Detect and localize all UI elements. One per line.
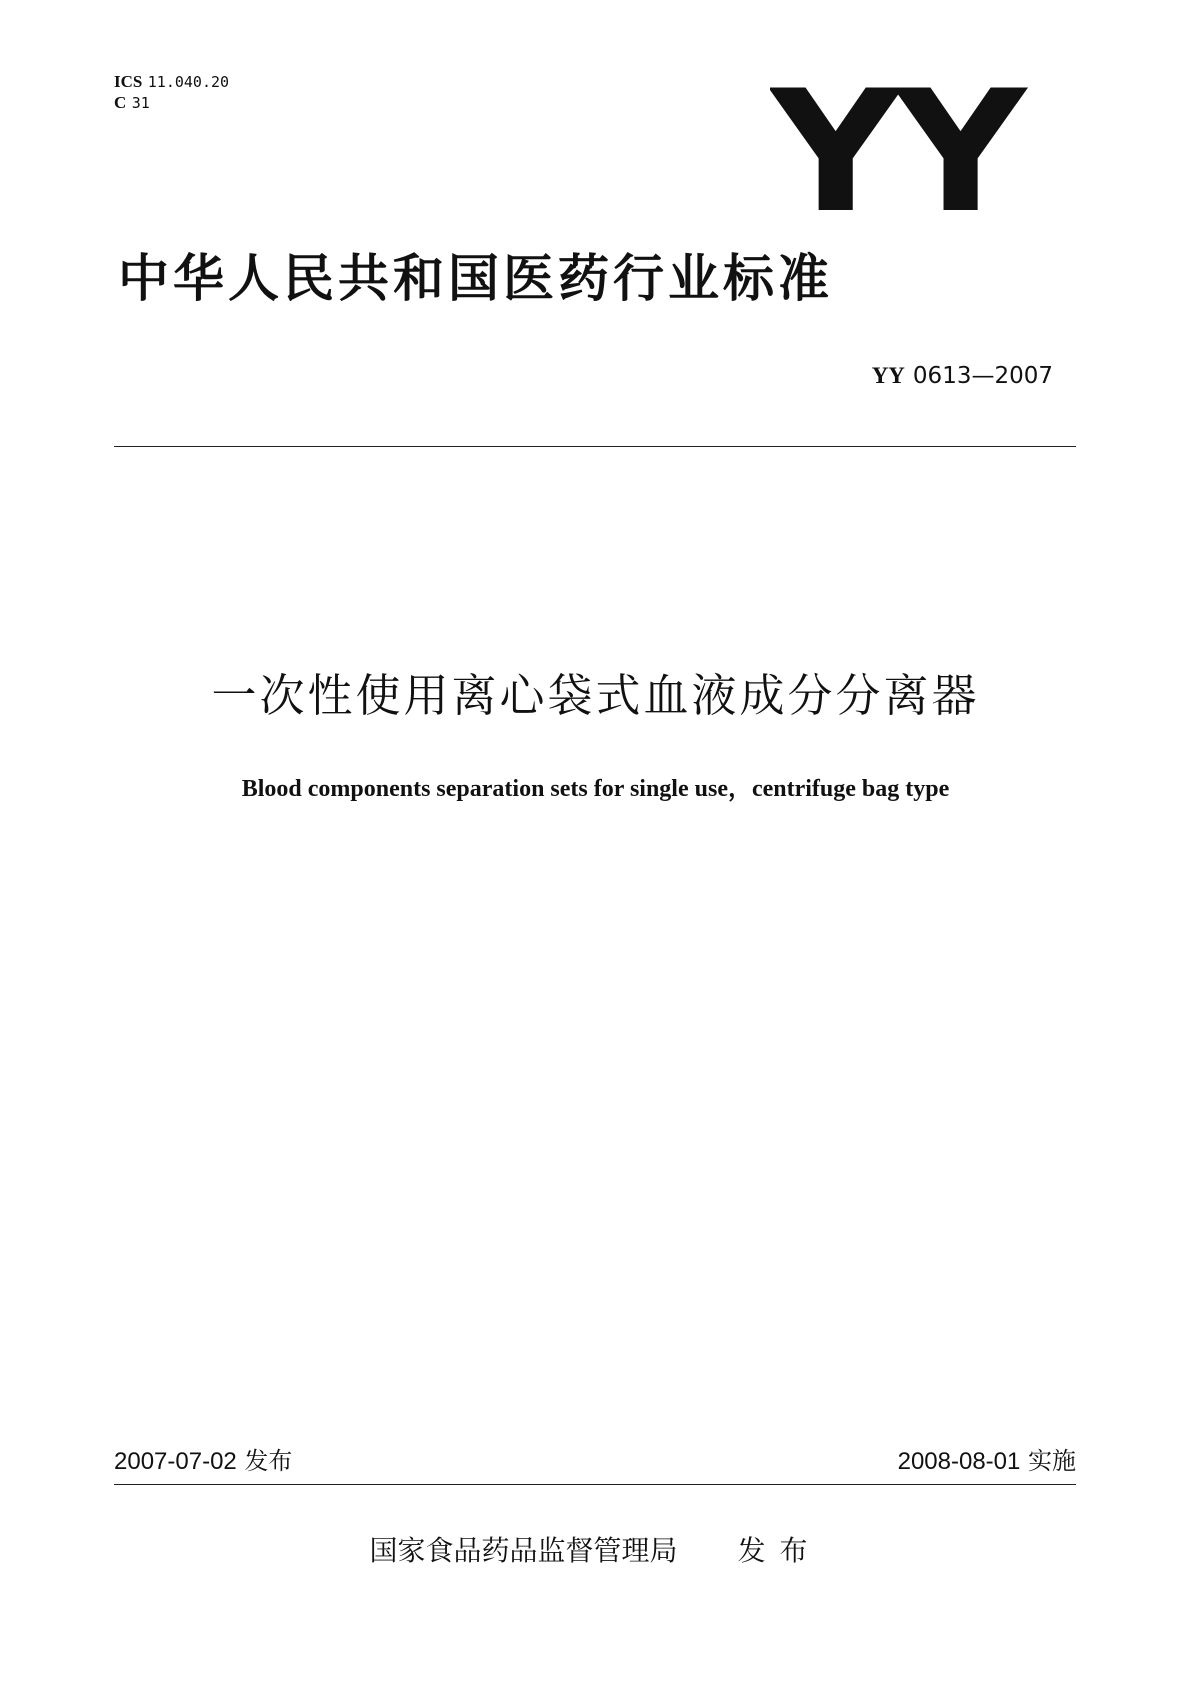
yy-logo-text: YY (770, 60, 1020, 230)
effective-date: 2008-08-01 (897, 1448, 1021, 1475)
ics-classification (114, 72, 229, 92)
ccs-classification (114, 93, 150, 113)
national-standard-title: 中华人民共和国医药行业标准 (118, 250, 834, 309)
standard-prefix: YY (871, 363, 905, 388)
ics-code: 11.040.20 (147, 73, 230, 91)
footer-divider (114, 1484, 1076, 1485)
header-divider (114, 446, 1076, 447)
publisher-line (0, 1533, 1191, 1569)
standard-code: 0613—2007 (912, 363, 1053, 389)
issue-label: 发布 (244, 1447, 293, 1475)
effective-label: 实施 (1028, 1447, 1076, 1475)
document-title-chinese: 一次性使用离心袋式血液成分分离器 (211, 669, 980, 722)
ics-label: ICS (114, 72, 143, 91)
issue-date: 2007-07-02 (114, 1448, 237, 1475)
standard-number (872, 362, 1053, 390)
publisher-name: 国家食品药品监督管理局 (369, 1534, 678, 1567)
ccs-code: 31 (131, 94, 150, 112)
yy-logo (770, 60, 1040, 230)
publisher-action: 发布 (737, 1534, 822, 1567)
document-title-english: Blood components separation sets for single use，centrifuge bag type (241, 776, 950, 802)
ccs-label: C (114, 93, 127, 112)
effective-date-block (898, 1446, 1076, 1477)
issue-date-block (114, 1446, 292, 1477)
